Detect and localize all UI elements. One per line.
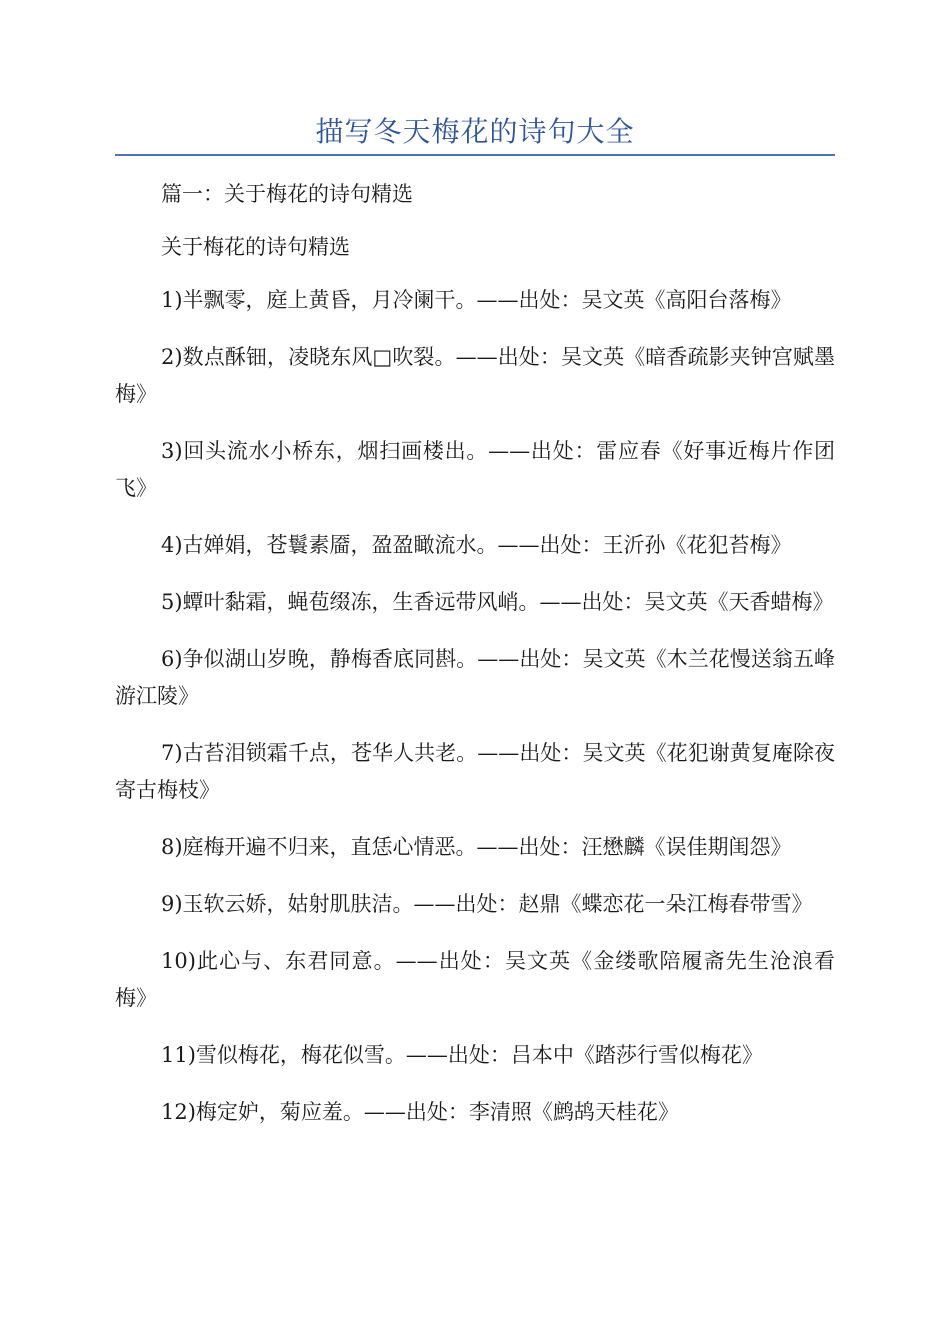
section-heading: 篇一：关于梅花的诗句精选	[161, 182, 413, 206]
poem-item-7: 7)古苔泪锁霜千点，苍华人共老。——出处：吴文英《花犯谢黄复庵除夜寄古梅枝》	[115, 741, 835, 802]
subheading: 关于梅花的诗句精选	[161, 235, 350, 259]
poem-item-1: 1)半飘零，庭上黄昏，月冷阑干。——出处：吴文英《高阳台落梅》	[161, 288, 792, 312]
poem-item-6: 6)争似湖山岁晚，静梅香底同斟。——出处：吴文英《木兰花慢送翁五峰游江陵》	[115, 647, 835, 708]
poem-item-11: 11)雪似梅花，梅花似雪。——出处：吕本中《踏莎行雪似梅花》	[161, 1043, 763, 1067]
poem-item-4: 4)古婵娟，苍鬟素靥，盈盈瞰流水。——出处：王沂孙《花犯苔梅》	[161, 533, 792, 557]
document-title: 描写冬天梅花的诗句大全	[315, 115, 635, 148]
poem-item-12: 12)梅定妒，菊应羞。——出处：李清照《鹧鸪天桂花》	[161, 1100, 679, 1124]
poem-item-2: 2)数点酥钿，凌晓东风□吹裂。——出处：吴文英《暗香疏影夹钟宫赋墨梅》	[115, 345, 835, 406]
poem-item-8: 8)庭梅开遍不归来，直恁心情恶。——出处：汪懋麟《误佳期闺怨》	[161, 835, 792, 859]
poem-item-5: 5)蟫叶黏霜，蝇苞缀冻，生香远带风峭。——出处：吴文英《天香蜡梅》	[161, 590, 834, 614]
poem-item-10: 10)此心与、东君同意。——出处：吴文英《金缕歌陪履斋先生沧浪看梅》	[115, 949, 835, 1010]
poem-item-9: 9)玉软云娇，姑射肌肤洁。——出处：赵鼎《蝶恋花一朵江梅春带雪》	[161, 892, 813, 916]
title-underline	[115, 154, 835, 156]
document-body	[115, 176, 835, 1151]
poem-item-3: 3)回头流水小桥东，烟扫画楼出。——出处：雷应春《好事近梅片作团飞》	[115, 439, 835, 500]
